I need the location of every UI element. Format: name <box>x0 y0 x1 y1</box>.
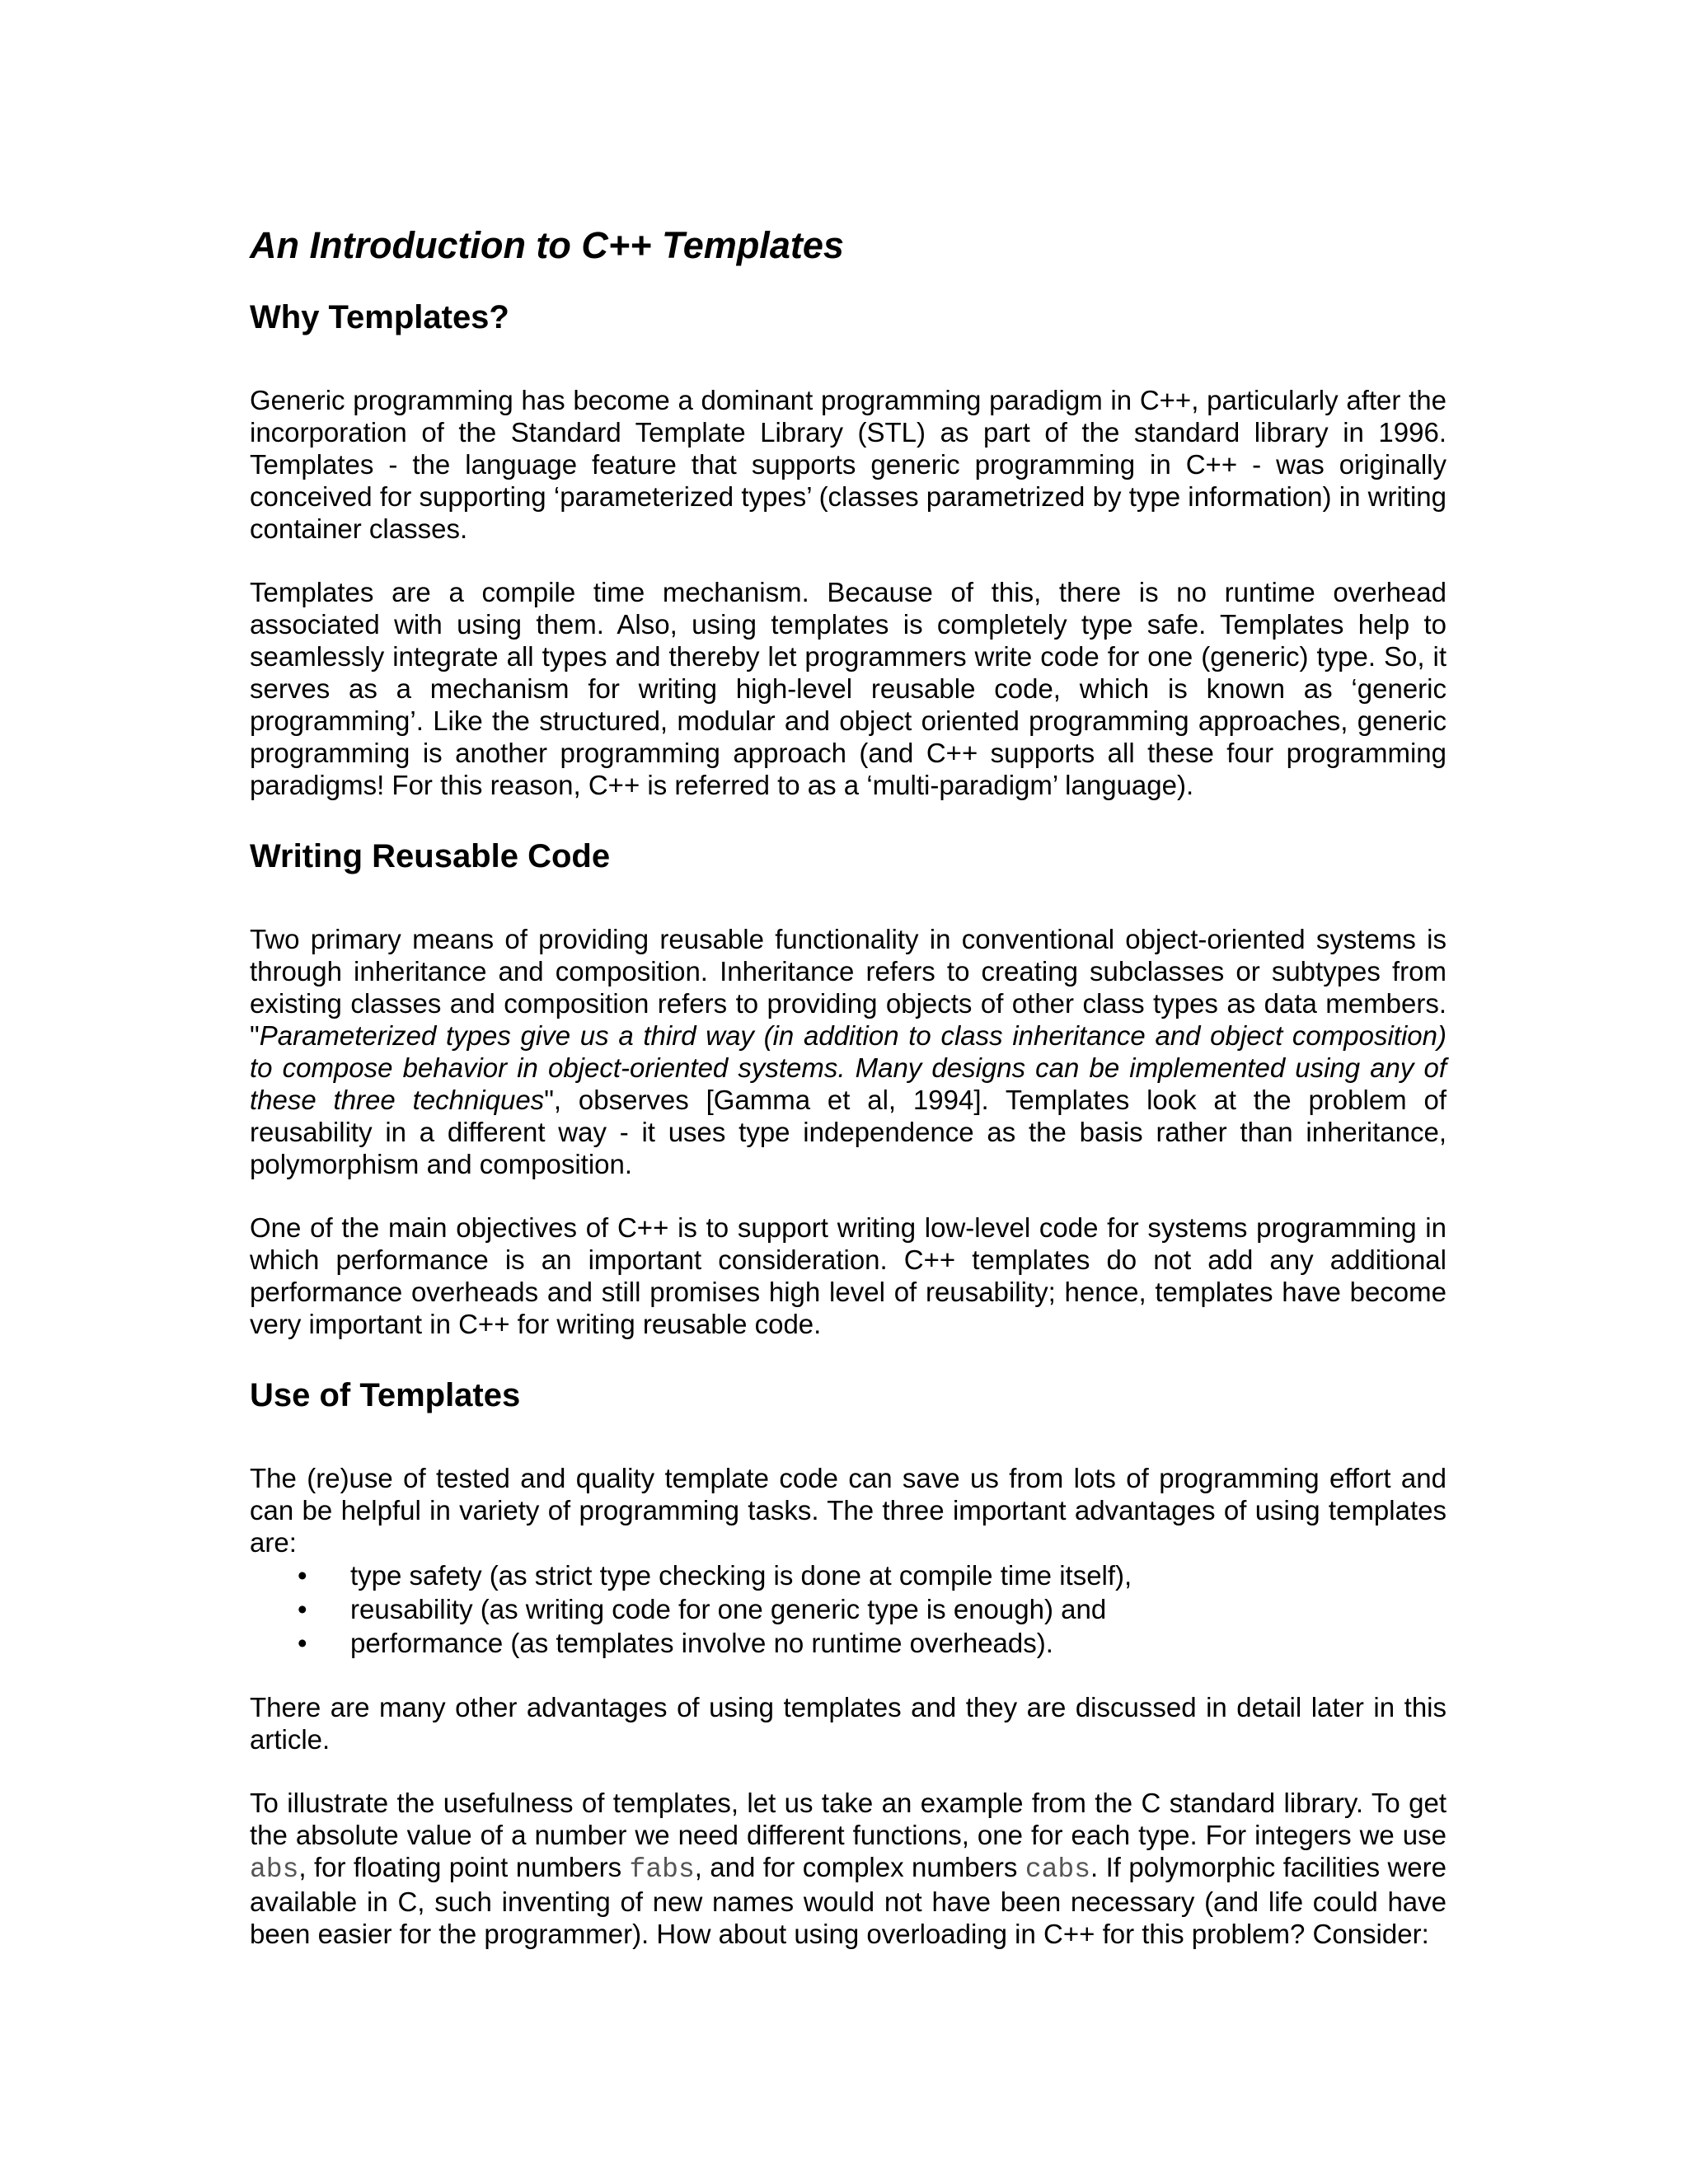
section-heading-why-templates: Why Templates? <box>250 299 509 336</box>
list-item-text: reusability (as writing code for one generic type is enough) and <box>350 1594 1107 1625</box>
paragraph-generic-programming: Generic programming has become a dominant programming paradigm in C++, particularly after the incorporation of the Standard Template Library (STL) as part of the standard library in 1996. Templates - the language feature that supports generic programming in C++ - was originally conceived for supporting ‘parameterized types’ (classes parametrized by type information) in writing container classes. <box>250 385 1447 545</box>
section-heading-writing-reusable-code: Writing Reusable Code <box>250 838 611 875</box>
text-segment: Two primary means of providing reusable functionality in conventional object-oriented systems is through inheritance and composition. Inheritance refers to creating subclasses or subtypes from existing classes and composition refers to providing objects of other class types as data members. " <box>250 924 1447 1052</box>
code-abs: abs <box>250 1854 299 1886</box>
paragraph-abs-example <box>250 1787 1447 1950</box>
text-segment: , for floating point numbers <box>298 1852 630 1883</box>
bullet-icon: • <box>298 1628 307 1659</box>
bullet-icon: • <box>298 1560 307 1591</box>
document-page <box>250 223 1447 1950</box>
section-heading-use-of-templates: Use of Templates <box>250 1377 521 1414</box>
paragraph-performance-objectives: One of the main objectives of C++ is to support writing low-level code for systems programming in which performance is an important consideration. C++ templates do not add any additional performance overheads and still promises high level of reusability; hence, templates have become very important in C++ for writing reusable code. <box>250 1212 1447 1340</box>
code-cabs: cabs <box>1025 1854 1091 1886</box>
list-item <box>298 1558 1447 1592</box>
quote-gamma: Parameterized types give us a third way (in addition to class inheritance and object composition) to compose behavior in object-oriented systems. Many designs can be implemented using any of these three techniques <box>250 1020 1447 1116</box>
list-item <box>298 1626 1447 1660</box>
text-segment: , and for complex numbers <box>694 1852 1025 1883</box>
list-item <box>298 1592 1447 1626</box>
text-segment: To illustrate the usefulness of templates, let us take an example from the C standard library. To get the absolute value of a number we need different functions, one for each type. For integers we use <box>250 1788 1447 1851</box>
list-item-text: performance (as templates involve no runtime overheads). <box>350 1628 1053 1659</box>
bullet-icon: • <box>298 1594 307 1625</box>
advantages-list <box>250 1558 1447 1660</box>
text-segment: . If polymorphic facilities were available in C, such inventing of new names would not have been necessary (and life could have been easier for the programmer). How about using overloading in C++ for this problem? Consider: <box>250 1852 1447 1950</box>
document-title: An Introduction to C++ Templates <box>250 224 844 266</box>
paragraph-reusable-functionality <box>250 923 1447 1180</box>
code-fabs: fabs <box>629 1854 695 1886</box>
text-segment: ", observes [Gamma et al, 1994]. Templates look at the problem of reusability in a different way - it uses type independence as the basis rather than inheritance, polymorphism and composition. <box>250 1085 1447 1180</box>
paragraph-compile-time-mechanism: Templates are a compile time mechanism. Because of this, there is no runtime overhead associated with using them. Also, using templates is completely type safe. Templates help to seamlessly integrate all types and thereby let programmers write code for one (generic) type. So, it serves as a mechanism for writing high-level reusable code, which is known as ‘generic programming’. Like the structured, modular and object oriented programming approaches, generic programming is another programming approach (and C++ supports all these four programming paradigms! For this reason, C++ is referred to as a ‘multi-paradigm’ language). <box>250 577 1447 801</box>
paragraph-other-advantages: There are many other advantages of using templates and they are discussed in detail later in this article. <box>250 1692 1447 1755</box>
paragraph-advantages-intro: The (re)use of tested and quality template code can save us from lots of programming effort and can be helpful in variety of programming tasks. The three important advantages of using templates are: <box>250 1463 1447 1558</box>
list-item-text: type safety (as strict type checking is done at compile time itself), <box>350 1560 1132 1591</box>
